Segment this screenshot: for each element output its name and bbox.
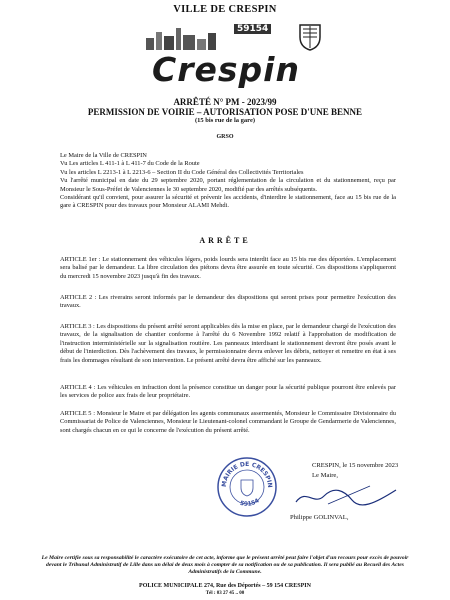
decree-number: ARRÊTÉ N° PM - 2023/99 <box>173 97 277 107</box>
decree-title: PERMISSION DE VOIRIE – AUTORISATION POSE D'UNE BENNE <box>87 107 363 117</box>
preamble-line: Vu l'arrêté municipal en date du 29 septembre 2020, portant réglementation de la circulation et du stationnement, reçu par Monsieur le Sous-Préfet de Valenciennes le 30 septembre 2020, modifié par des arrêtés subséquents. <box>60 177 396 193</box>
article-2: ARTICLE 2 : Les riverains seront informés par le demandeur des dispositions qui seront prises pour permettre l'exécution des travaux. <box>60 294 396 310</box>
reference-code: GRSO <box>216 134 234 140</box>
stamp-text-bottom: 59154 <box>239 497 261 508</box>
logo-wordmark: Crespin <box>152 50 300 89</box>
handwritten-signature <box>292 484 402 510</box>
signature-name: Philippe GOLINVAL, <box>290 514 349 521</box>
article-4: ARTICLE 4 : Les véhicules en infraction dont la présence constitue un danger pour la sécurité publique pourront être enlevés par les services de police aux frais de leur propriétaire. <box>60 384 396 400</box>
signature-place-date: CRESPIN, le 15 novembre 2023 <box>312 462 399 469</box>
preamble <box>60 152 396 211</box>
article-3: ARTICLE 3 : Les dispositions du présent arrêté seront applicables dès la mise en place, par le demandeur chargé de l'exécution des travaux, de la signalisation de chantier conforme à l'arrêté du 6 Novembre 1992 relatif à l'approbation de modification de l'instruction interministérielle sur la signalisation routière. Les panneaux interdisant le stationnement devront être posés avant le début de l'interdiction. Dès l'achèvement des travaux, le permissionnaire devra enlever les débris, nettoyer et remettre en état à ses frais les dommages résultant de son intervention. Le présent arrêté devra être affiché sur les panneaux. <box>60 323 396 364</box>
svg-text:59154 <box>239 497 261 508</box>
preamble-line: Vu les articles L 2213-1 à L 2213-6 – Section II du Code Général des Collectivités Territoriales <box>60 168 304 176</box>
stamp-text-top: MAIRIE DE CRESPIN <box>220 460 274 488</box>
town-logo <box>138 22 328 89</box>
preamble-line: Considérant qu'il convient, pour assurer la sécurité et prévenir les accidents, d'interdire le stationnement, face au 15 bis rue de la gare à CRESPIN pour des travaux pour Monsieur ALAMI Mehdi. <box>60 194 396 210</box>
article-5: ARTICLE 5 : Monsieur le Maire et par délégation les agents communaux assermentés, Monsieur le Commissaire Divisionnaire du Commissariat de Police de Valenciennes, Monsieur le Lieutenant-colonel commandant le Groupe de Gendarmerie de Valenciennes, sont chargés chacun en ce qui le concerne de l'exécution du présent arrêté. <box>60 410 396 434</box>
skyline-icon <box>144 26 224 52</box>
arrete-heading: ARRÊTE <box>199 236 251 245</box>
signature-role: Le Maire, <box>312 472 338 479</box>
article-1: ARTICLE 1er : Le stationnement des véhicules légers, poids lourds sera interdit face au 15 bis rue des déportées. L'emplacement sera balisé par le demandeur. La libre circulation des piétons devra être assurée en toute sécurité. Ces dispositions s'appliqueront du mercredi 15 novembre 2023 jusqu'à fin des travaux. <box>60 256 396 280</box>
preamble-line: Le Maire de la Ville de CRESPIN <box>60 152 147 159</box>
crest-icon <box>298 22 322 52</box>
decree-address: (15 bis rue de la gare) <box>195 117 255 124</box>
logo-postcode: 59154 <box>234 24 271 34</box>
legal-notice: Le Maire certifie sous sa responsabilité le caractère exécutoire de cet acte, informe que le présent arrêté peut faire l'objet d'un recours pour excès de pouvoir devant le Tribunal Administratif de Lille dans un délai de deux mois à compter de sa notification ou de sa publication. Il sera publié au Recueil des Actes Administratifs de la Commune. <box>41 555 409 576</box>
footer-phone: Tél : 03 27 45 .. 00 <box>205 591 245 596</box>
footer-address: POLICE MUNICIPALE 274, Rue des Déportés – 59 154 CRESPIN <box>139 583 311 589</box>
town-name: VILLE DE CRESPIN <box>173 4 277 15</box>
official-stamp <box>216 456 278 518</box>
preamble-line: Vu Les articles L 411-1 à L 411-7 du Code de la Route <box>60 160 200 168</box>
